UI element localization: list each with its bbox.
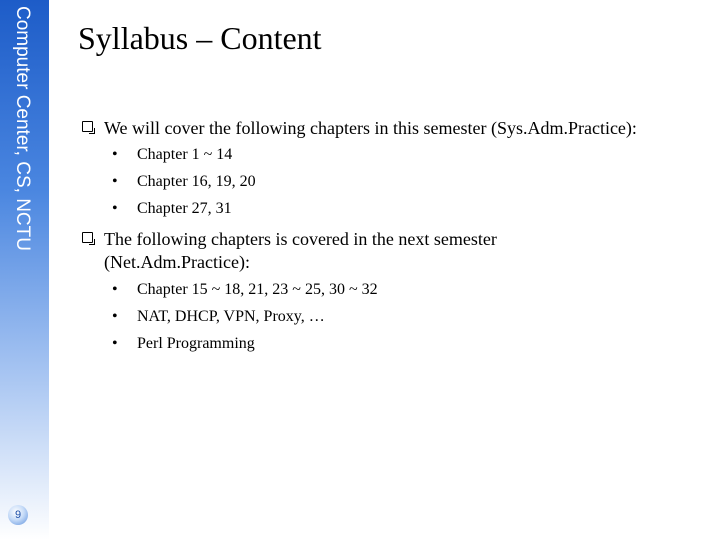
- sub-bullet-text: Chapter 15 ~ 18, 21, 23 ~ 25, 30 ~ 32: [137, 281, 378, 298]
- sub-bullet-text: Chapter 16, 19, 20: [137, 173, 256, 190]
- dot-bullet-icon: •: [112, 281, 118, 298]
- slide-title: Syllabus – Content: [78, 20, 322, 56]
- dot-bullet-icon: •: [112, 173, 118, 190]
- sub-bullet-text: NAT, DHCP, VPN, Proxy, …: [137, 308, 325, 325]
- dot-bullet-icon: •: [112, 308, 118, 325]
- bullet-text: We will cover the following chapters in this semester (Sys.Adm.Practice):: [104, 118, 637, 138]
- dot-bullet-icon: •: [112, 146, 118, 163]
- bullet-text: The following chapters is covered in the next semester (Net.Adm.Practice):: [104, 229, 497, 272]
- dot-bullet-icon: •: [112, 200, 118, 217]
- sub-bullet-text: Chapter 27, 31: [137, 200, 232, 217]
- sub-bullet-text: Chapter 1 ~ 14: [137, 146, 233, 163]
- dot-bullet-icon: •: [112, 335, 118, 352]
- sidebar-institution-label: Computer Center, CS, NCTU: [12, 6, 33, 251]
- checkbox-bullet-icon: [82, 121, 93, 132]
- checkbox-bullet-icon: [82, 232, 93, 243]
- sidebar-band: [0, 0, 49, 540]
- sub-bullet-text: Perl Programming: [137, 335, 255, 352]
- page-number-badge: 9: [8, 505, 28, 525]
